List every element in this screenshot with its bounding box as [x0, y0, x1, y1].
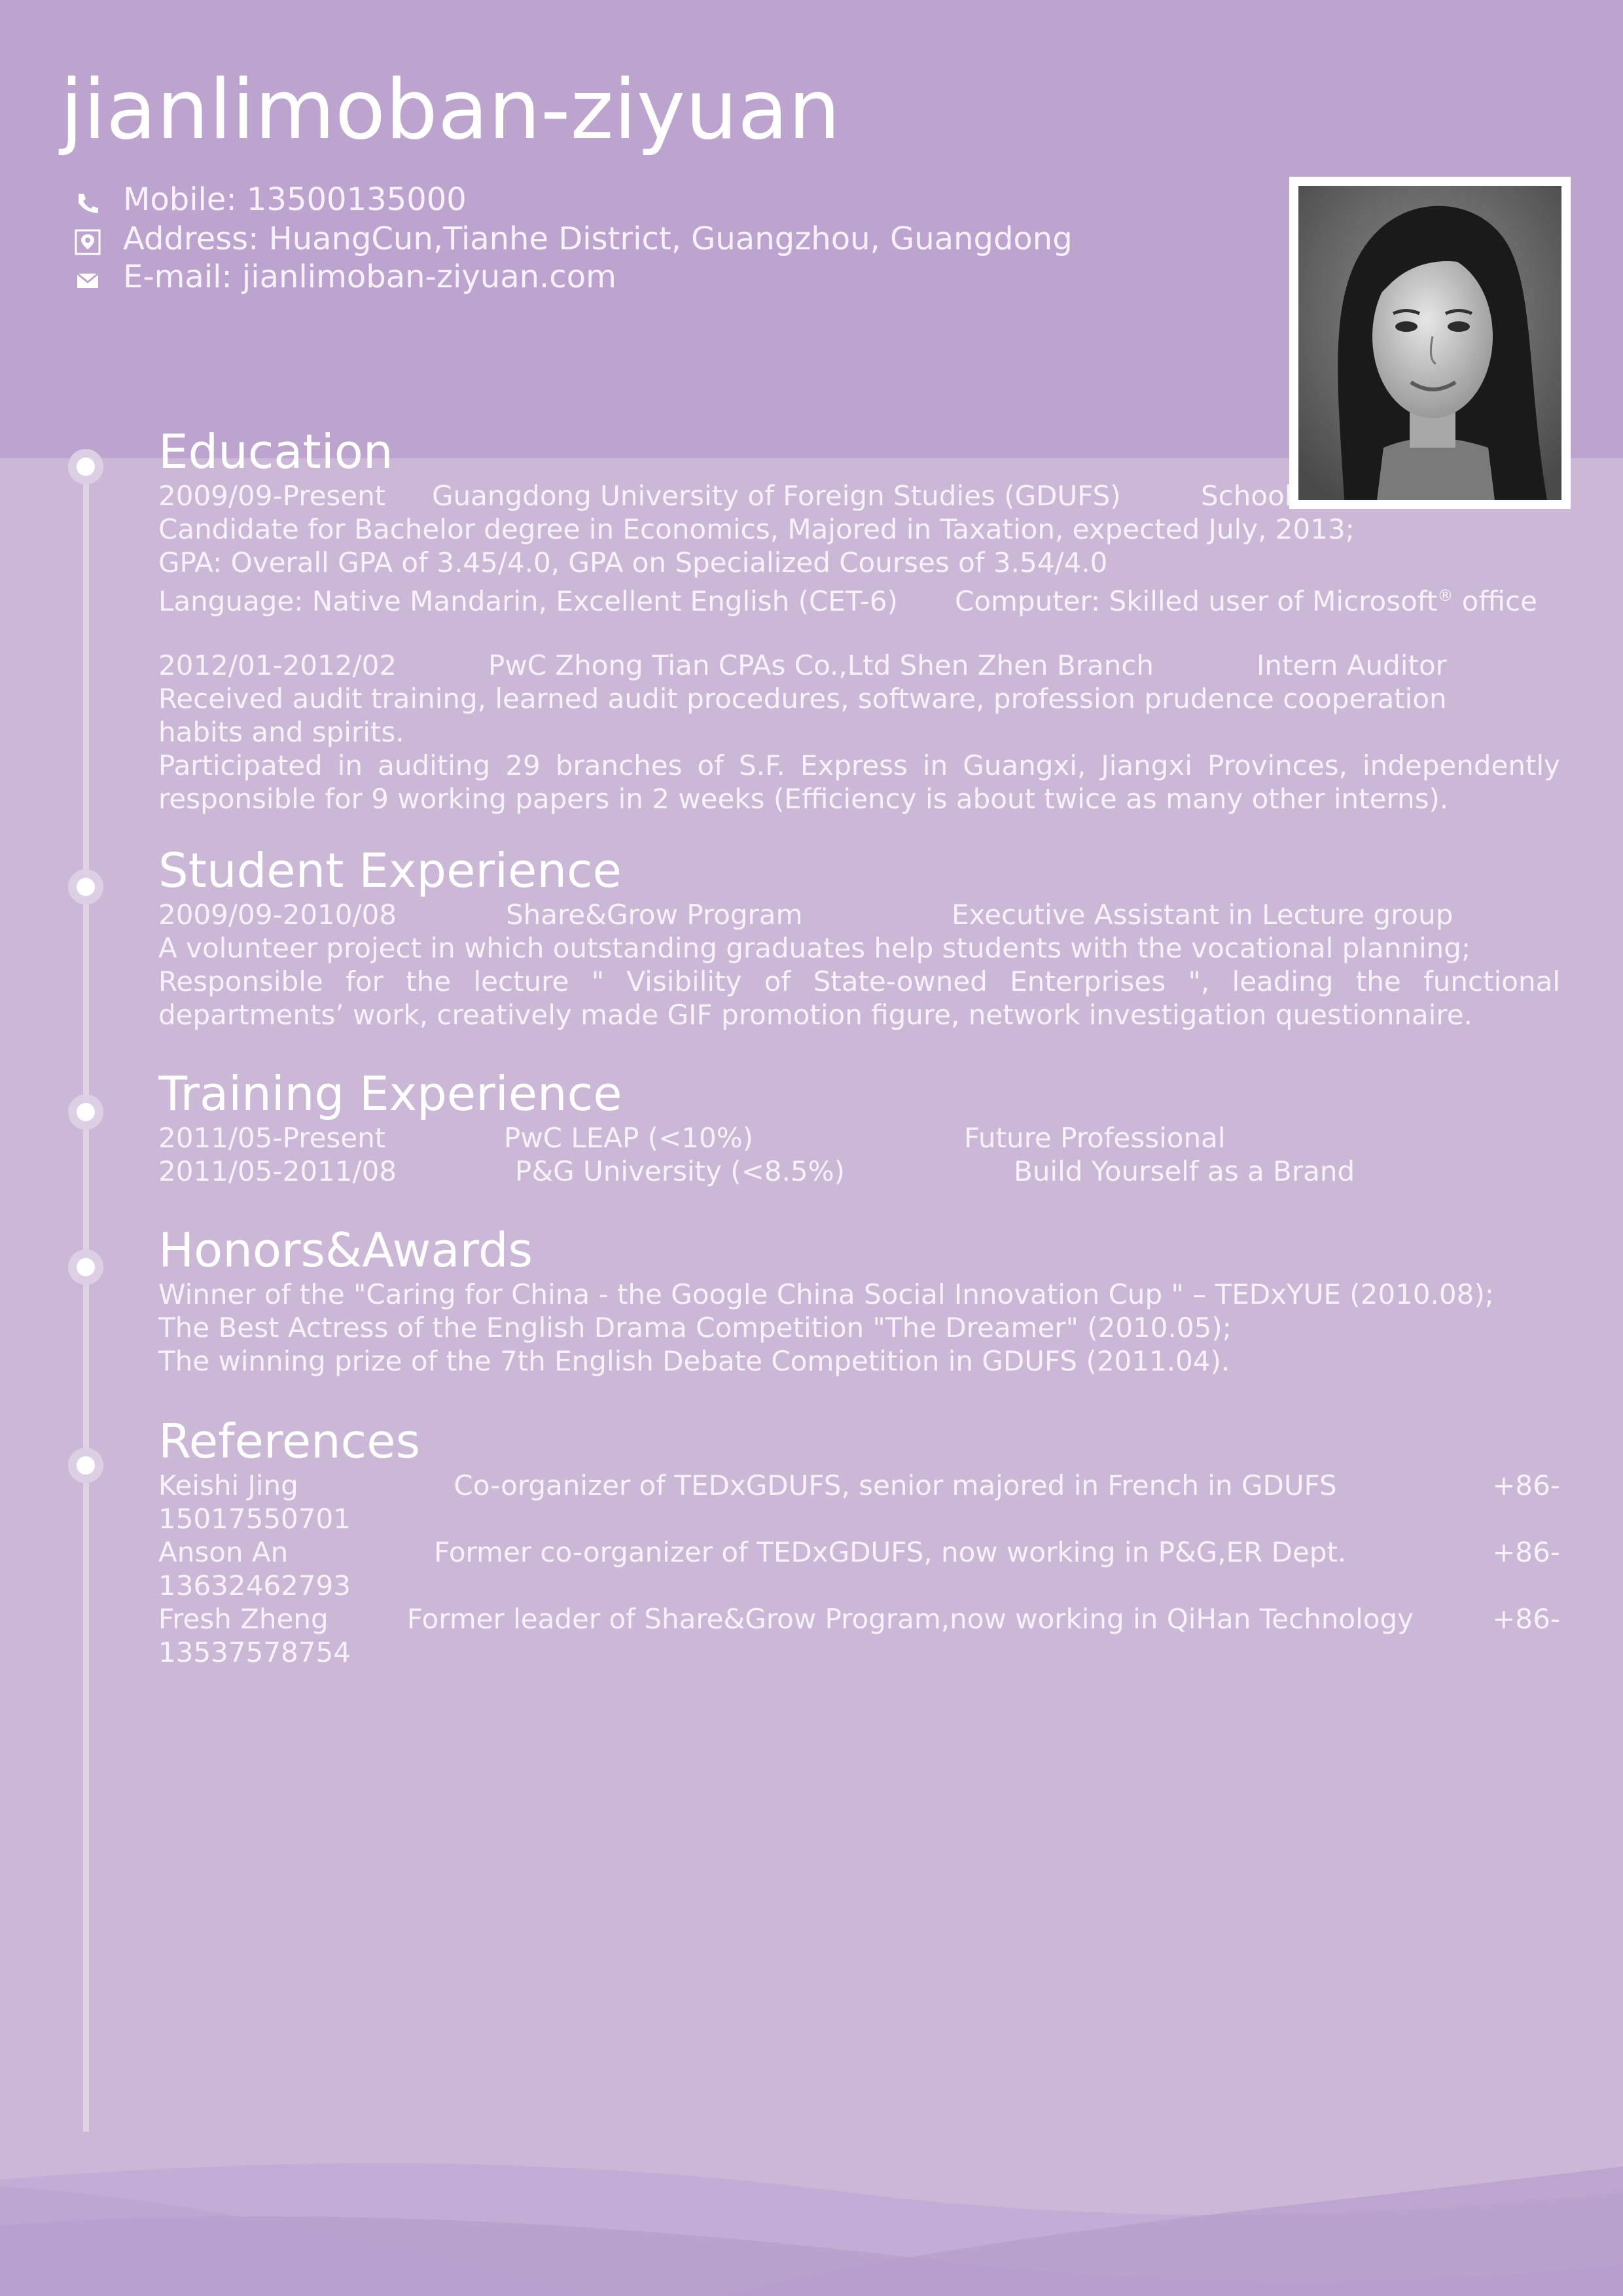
honor-item: Winner of the "Caring for China - the Google China Social Innovation Cup " – TEDxYUE (2010.08); — [158, 1278, 1494, 1310]
reference-phone-prefix: +86- — [1492, 1469, 1560, 1501]
student-entry-header — [158, 898, 1560, 931]
education-gpa: GPA: Overall GPA of 3.45/4.0, GPA on Specialized Courses of 3.54/4.0 — [158, 547, 1108, 579]
training-date: 2011/05-Present — [158, 1122, 386, 1154]
reference-phone: 13632462793 — [158, 1570, 351, 1602]
honors-title: Honors&Awards — [158, 1223, 533, 1278]
student-role: Executive Assistant in Lecture group — [952, 899, 1454, 931]
training-role: Build Yourself as a Brand — [1014, 1155, 1355, 1187]
training-row — [158, 1121, 1560, 1155]
reference-desc: Former co-organizer of TEDxGDUFS, now working in P&G,ER Dept. — [434, 1536, 1347, 1568]
student-desc-2: Responsible for the lecture " Visibility of State-owned Enterprises ", leading the functional departments’ work, creatively made GIF promotion figure, network investigation questionnaire. — [158, 965, 1560, 1031]
student-title: Student Experience — [158, 843, 622, 898]
reference-name: Fresh Zheng — [158, 1603, 329, 1635]
training-org: PwC LEAP (<10%) — [504, 1122, 754, 1154]
resume-name: jianlimoban-ziyuan — [60, 62, 841, 158]
reference-name: Anson An — [158, 1536, 289, 1568]
timeline-line — [83, 466, 89, 2132]
contact-email — [72, 258, 616, 296]
education-date: 2009/09-Present — [158, 480, 386, 512]
contact-address-text: Address: HuangCun,Tianhe District, Guangzhou, Guangdong — [123, 221, 1073, 257]
contact-mobile — [72, 181, 467, 219]
timeline-node-training — [68, 1094, 103, 1130]
student-section — [158, 843, 1560, 1031]
honor-item: The Best Actress of the English Drama Competition "The Dreamer" (2010.05); — [158, 1312, 1232, 1344]
training-org: P&G University (<8.5%) — [515, 1155, 845, 1187]
internship-header — [158, 649, 1560, 682]
decorative-waves — [0, 2094, 1623, 2296]
reference-phone: 15017550701 — [158, 1503, 351, 1535]
student-date: 2009/09-2010/08 — [158, 899, 397, 931]
education-school: Guangdong University of Foreign Studies (GDUFS) — [432, 480, 1121, 512]
education-language: Language: Native Mandarin, Excellent English (CET-6) — [158, 585, 898, 617]
education-school-extra: School — [1201, 480, 1293, 512]
honor-item: The winning prize of the 7th English Debate Competition in GDUFS (2011.04). — [158, 1345, 1230, 1377]
internship-desc-2: Participated in auditing 29 branches of S.F. Express in Guangxi, Jiangxi Provinces, independently responsible for 9 working papers in 2 weeks (Efficiency is about twice as many other interns). — [158, 749, 1560, 815]
training-role: Future Professional — [964, 1122, 1226, 1154]
honors-section — [158, 1223, 1560, 1378]
education-computer: Computer: Skilled user of Microsoft — [955, 585, 1438, 617]
education-skills — [158, 579, 1560, 618]
reference-name: Keishi Jing — [158, 1469, 298, 1501]
phone-icon — [72, 187, 105, 213]
internship-date: 2012/01-2012/02 — [158, 649, 397, 681]
education-computer-tail: office — [1453, 585, 1537, 617]
reference-desc: Former leader of Share&Grow Program,now working in QiHan Technology — [406, 1603, 1414, 1635]
references-section — [158, 1414, 1560, 1669]
contact-mobile-text: Mobile: 13500135000 — [123, 181, 467, 218]
contact-email-text: E-mail: jianlimoban-ziyuan.com — [123, 259, 616, 295]
training-section — [158, 1066, 1560, 1188]
reference-phone-prefix: +86- — [1492, 1536, 1560, 1568]
reference-phone-prefix: +86- — [1492, 1603, 1560, 1635]
internship-role: Intern Auditor — [1257, 649, 1447, 681]
education-entry-header — [158, 479, 1560, 512]
mail-icon — [72, 264, 105, 290]
education-degree: Candidate for Bachelor degree in Economics, Majored in Taxation, expected July, 2013; — [158, 513, 1355, 545]
training-row — [158, 1155, 1560, 1188]
timeline-node-references — [68, 1448, 103, 1483]
reference-phone: 13537578754 — [158, 1636, 351, 1668]
training-date: 2011/05-2011/08 — [158, 1155, 397, 1187]
education-section — [158, 424, 1560, 816]
reference-item — [158, 1602, 1560, 1669]
timeline-node-honors — [68, 1249, 103, 1285]
internship-org: PwC Zhong Tian CPAs Co.,Ltd Shen Zhen Branch — [488, 649, 1154, 681]
timeline-node-education — [68, 449, 103, 484]
internship-desc-1: Received audit training, learned audit procedures, software, profession prudence cooperation habits and spirits. — [158, 683, 1447, 748]
reference-item — [158, 1469, 1560, 1535]
registered-mark: ® — [1437, 586, 1454, 605]
training-title: Training Experience — [158, 1066, 622, 1121]
reference-desc: Co-organizer of TEDxGDUFS, senior majored in French in GDUFS — [454, 1469, 1337, 1501]
reference-item — [158, 1535, 1560, 1602]
location-icon — [72, 226, 105, 252]
education-title: Education — [158, 424, 393, 479]
timeline-node-student — [68, 869, 103, 905]
references-title: References — [158, 1414, 421, 1469]
student-desc-1: A volunteer project in which outstanding graduates help students with the vocational planning; — [158, 932, 1471, 964]
student-program: Share&Grow Program — [506, 899, 803, 931]
contact-address — [72, 220, 1073, 258]
